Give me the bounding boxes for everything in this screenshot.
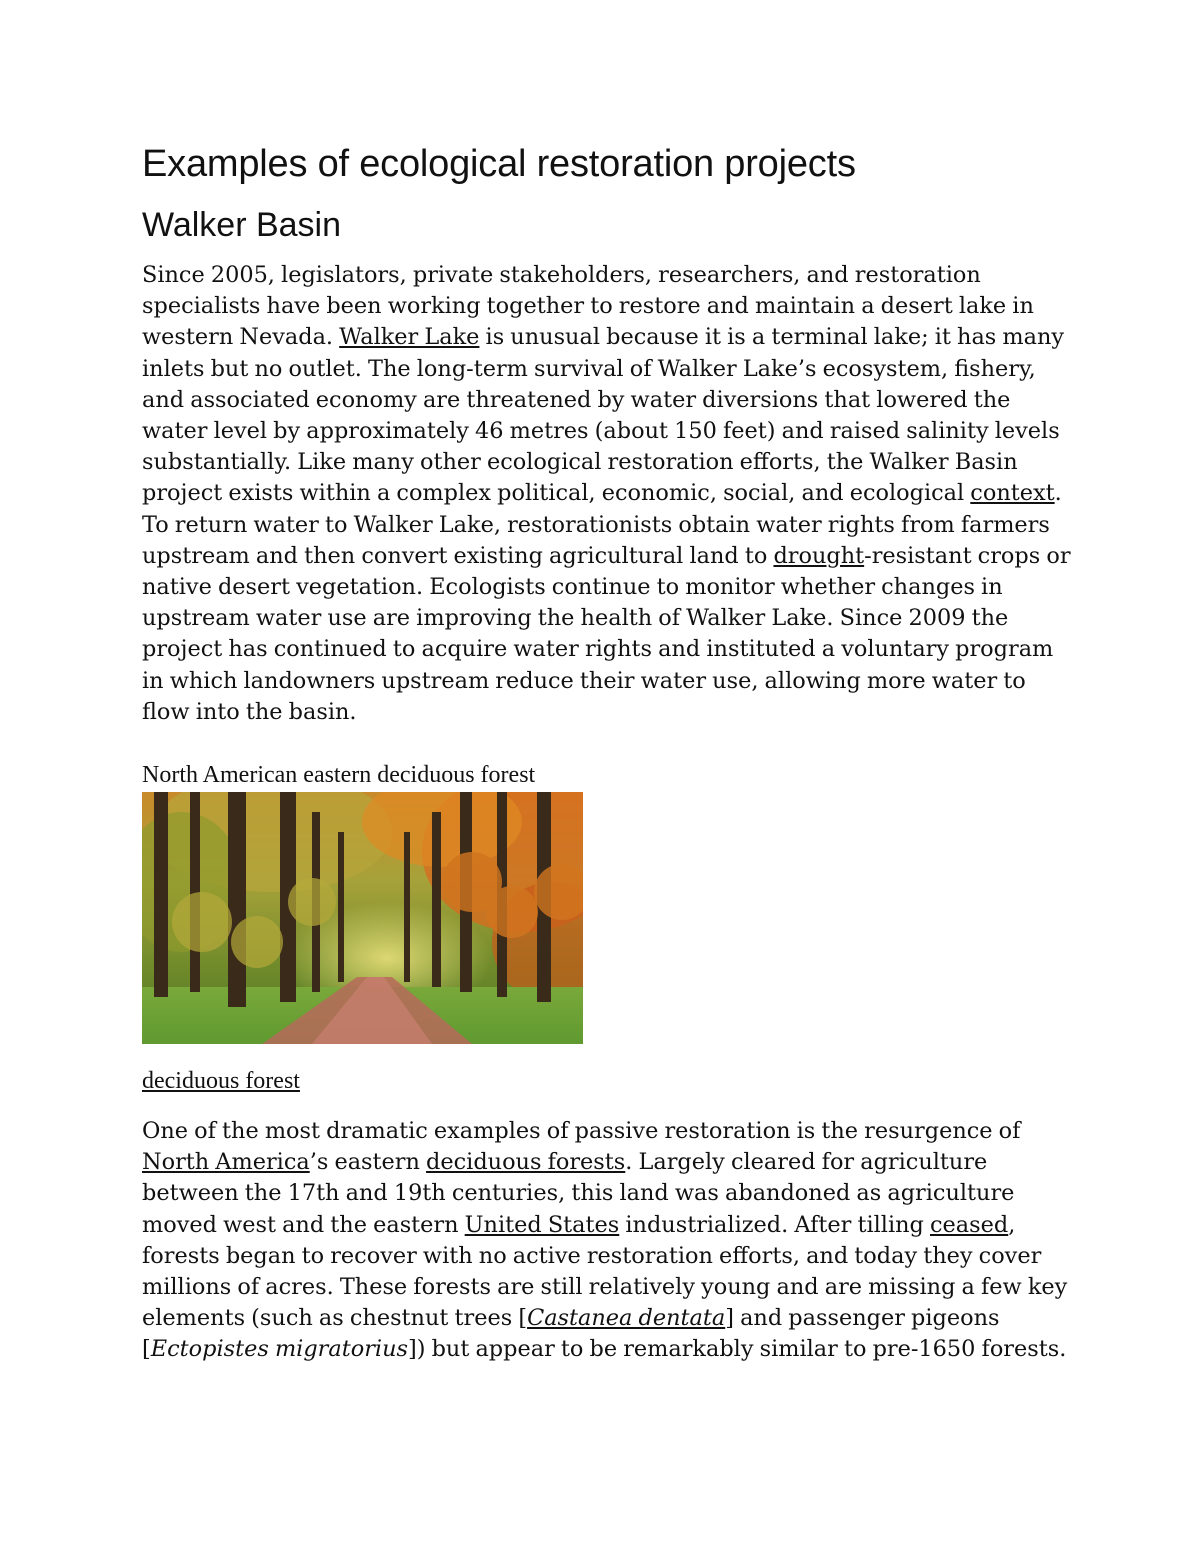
section-heading: Walker Basin bbox=[142, 206, 342, 244]
species-castanea-dentata[interactable]: Castanea dentata bbox=[527, 1305, 726, 1332]
link-united-states[interactable]: United States bbox=[464, 1211, 620, 1238]
text-run: One of the most dramatic examples of passive restoration is the resurgence of bbox=[142, 1118, 1021, 1144]
text-run: Since 2005, legislators, private stakeholders, researchers, and restoration specialists have been working together to restore and maintain a desert lake in western Nevada. bbox=[142, 262, 1034, 351]
forest-illustration bbox=[142, 792, 583, 1044]
text-run: industrialized. After tilling bbox=[619, 1211, 930, 1238]
link-drought[interactable]: drought bbox=[773, 542, 865, 569]
text-run: , forests began to recover with no active restoration efforts, and today they cover millions of acres. These forests are still relatively young and are missing a few key elements (such as chestnut trees [ bbox=[142, 1211, 1068, 1332]
text-run: . To return water to Walker Lake, restorationists obtain water rights from farmers upstream and then convert existing agricultural land to bbox=[142, 480, 1062, 569]
link-deciduous-forests[interactable]: deciduous forests bbox=[426, 1149, 626, 1176]
text-run: ]) but appear to be remarkably similar to pre-1650 forests. bbox=[408, 1336, 1067, 1363]
text-run: is unusual because it is a terminal lake; it has many inlets but no outlet. The long-term survival of Walker Lake’s ecosystem, fishery, and associated economy are threatened by water diversions that lowered the water level by approximately 46 metres (about 150 feet) and raised salinity levels substantially. Like many other ecological restoration efforts, the Walker Basin project exists within a complex political, economic, social, and ecological bbox=[142, 324, 1065, 507]
link-walker-lake[interactable]: Walker Lake bbox=[339, 324, 480, 351]
link-north-america[interactable]: North America bbox=[142, 1149, 310, 1176]
text-run: ] and passenger pigeons [ bbox=[142, 1305, 1000, 1363]
link-context[interactable]: context bbox=[970, 480, 1055, 507]
link-ceased[interactable]: ceased bbox=[930, 1211, 1009, 1238]
text-run: -resistant crops or native desert vegetation. Ecologists continue to monitor whether changes in upstream water use are improving the health of Walker Lake. Since 2009 the project has continued to acquire water rights and instituted a voluntary program in which landowners upstream reduce their water use, allowing more water to flow into the basin. bbox=[142, 542, 1071, 725]
forest-photo bbox=[142, 792, 583, 1044]
paragraph-walker-basin bbox=[142, 260, 1072, 728]
species-ectopistes-migratorius: Ectopistes migratorius bbox=[150, 1336, 408, 1363]
page-title: Examples of ecological restoration projects bbox=[142, 143, 856, 185]
image-heading: North American eastern deciduous forest bbox=[142, 762, 536, 788]
text-run: . Largely cleared for agriculture between the 17th and 19th centuries, this land was abandoned as agriculture moved west and the eastern bbox=[142, 1149, 1015, 1238]
paragraph-deciduous-forest bbox=[142, 1116, 1072, 1366]
text-run: ’s eastern bbox=[309, 1149, 427, 1176]
image-caption-link[interactable]: deciduous forest bbox=[142, 1068, 300, 1094]
